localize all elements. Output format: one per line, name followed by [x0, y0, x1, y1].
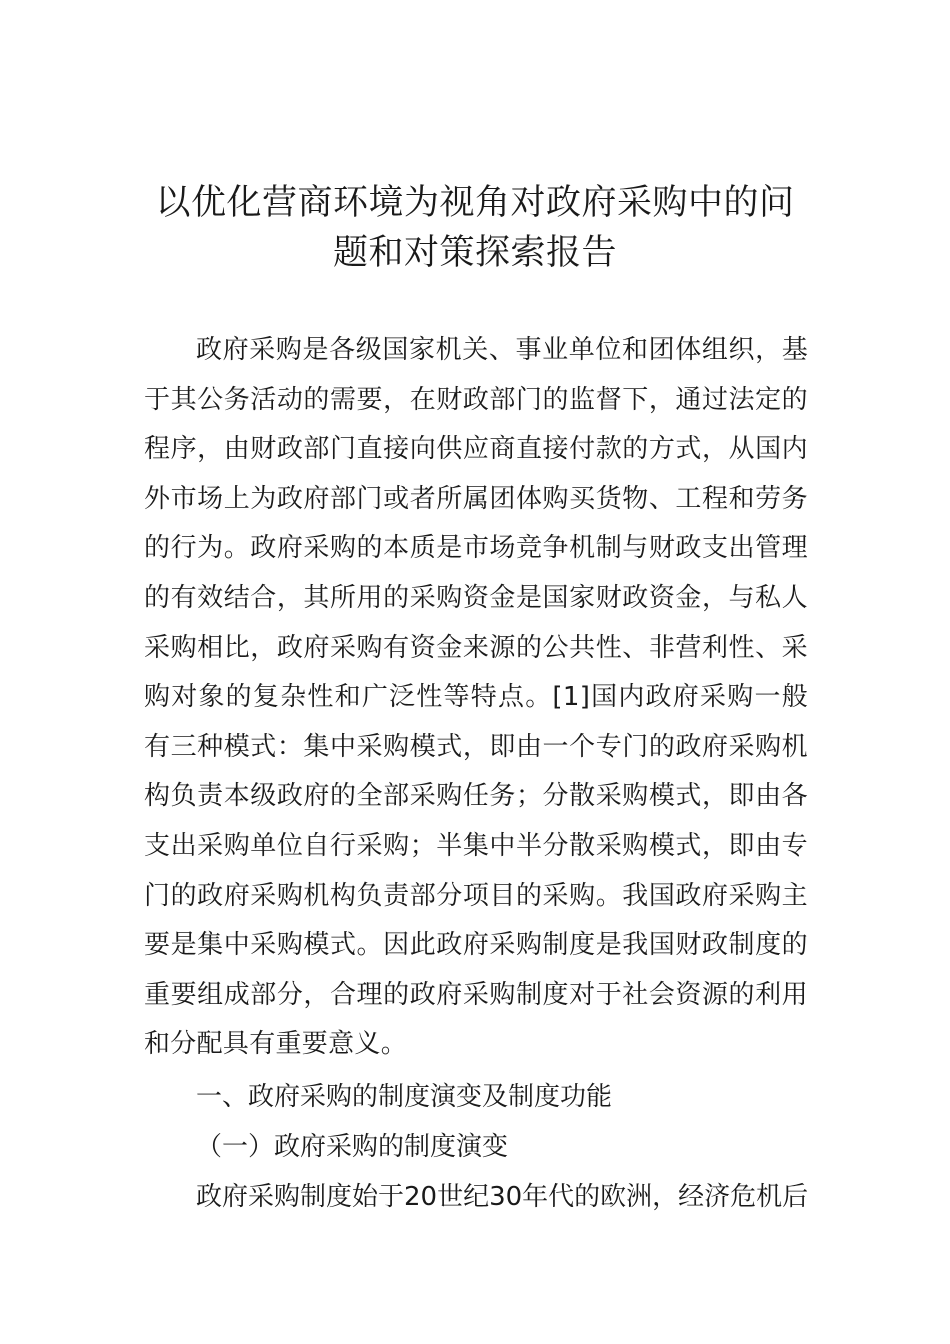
- body-paragraph-intro: 政府采购是各级国家机关、事业单位和团体组织，基于其公务活动的需要，在财政部门的监督下，通过法定的程序，由财政部门直接向供应商直接付款的方式，从国内外市场上为政府部门或者所属团体购买货物、工程和劳务的行为。政府采购的本质是市场竞争机制与财政支出管理的有效结合，其所用的采购资金是国家财政资金，与私人采购相比，政府采购有资金来源的公共性、非营利性、采购对象的复杂性和广泛性等特点。[1]国内政府采购一般有三种模式：集中采购模式，即由一个专门的政府采购机构负责本级政府的全部采购任务；分散采购模式，即由各支出采购单位自行采购；半集中半分散采购模式，即由专门的政府采购机构负责部分项目的采购。我国政府采购主要是集中采购模式。因此政府采购制度是我国财政制度的重要组成部分，合理的政府采购制度对于社会资源的利用和分配具有重要意义。: [144, 335, 808, 1060]
- document-title: 以优化营商环境为视角对政府采购中的问题和对策探索报告: [155, 183, 795, 273]
- body-paragraph-history: 政府采购制度始于20世纪30年代的欧洲，经济危机后: [196, 1182, 809, 1212]
- subsection-heading-1: （一）政府采购的制度演变: [196, 1132, 509, 1162]
- section-heading-1: 一、政府采购的制度演变及制度功能: [196, 1082, 613, 1112]
